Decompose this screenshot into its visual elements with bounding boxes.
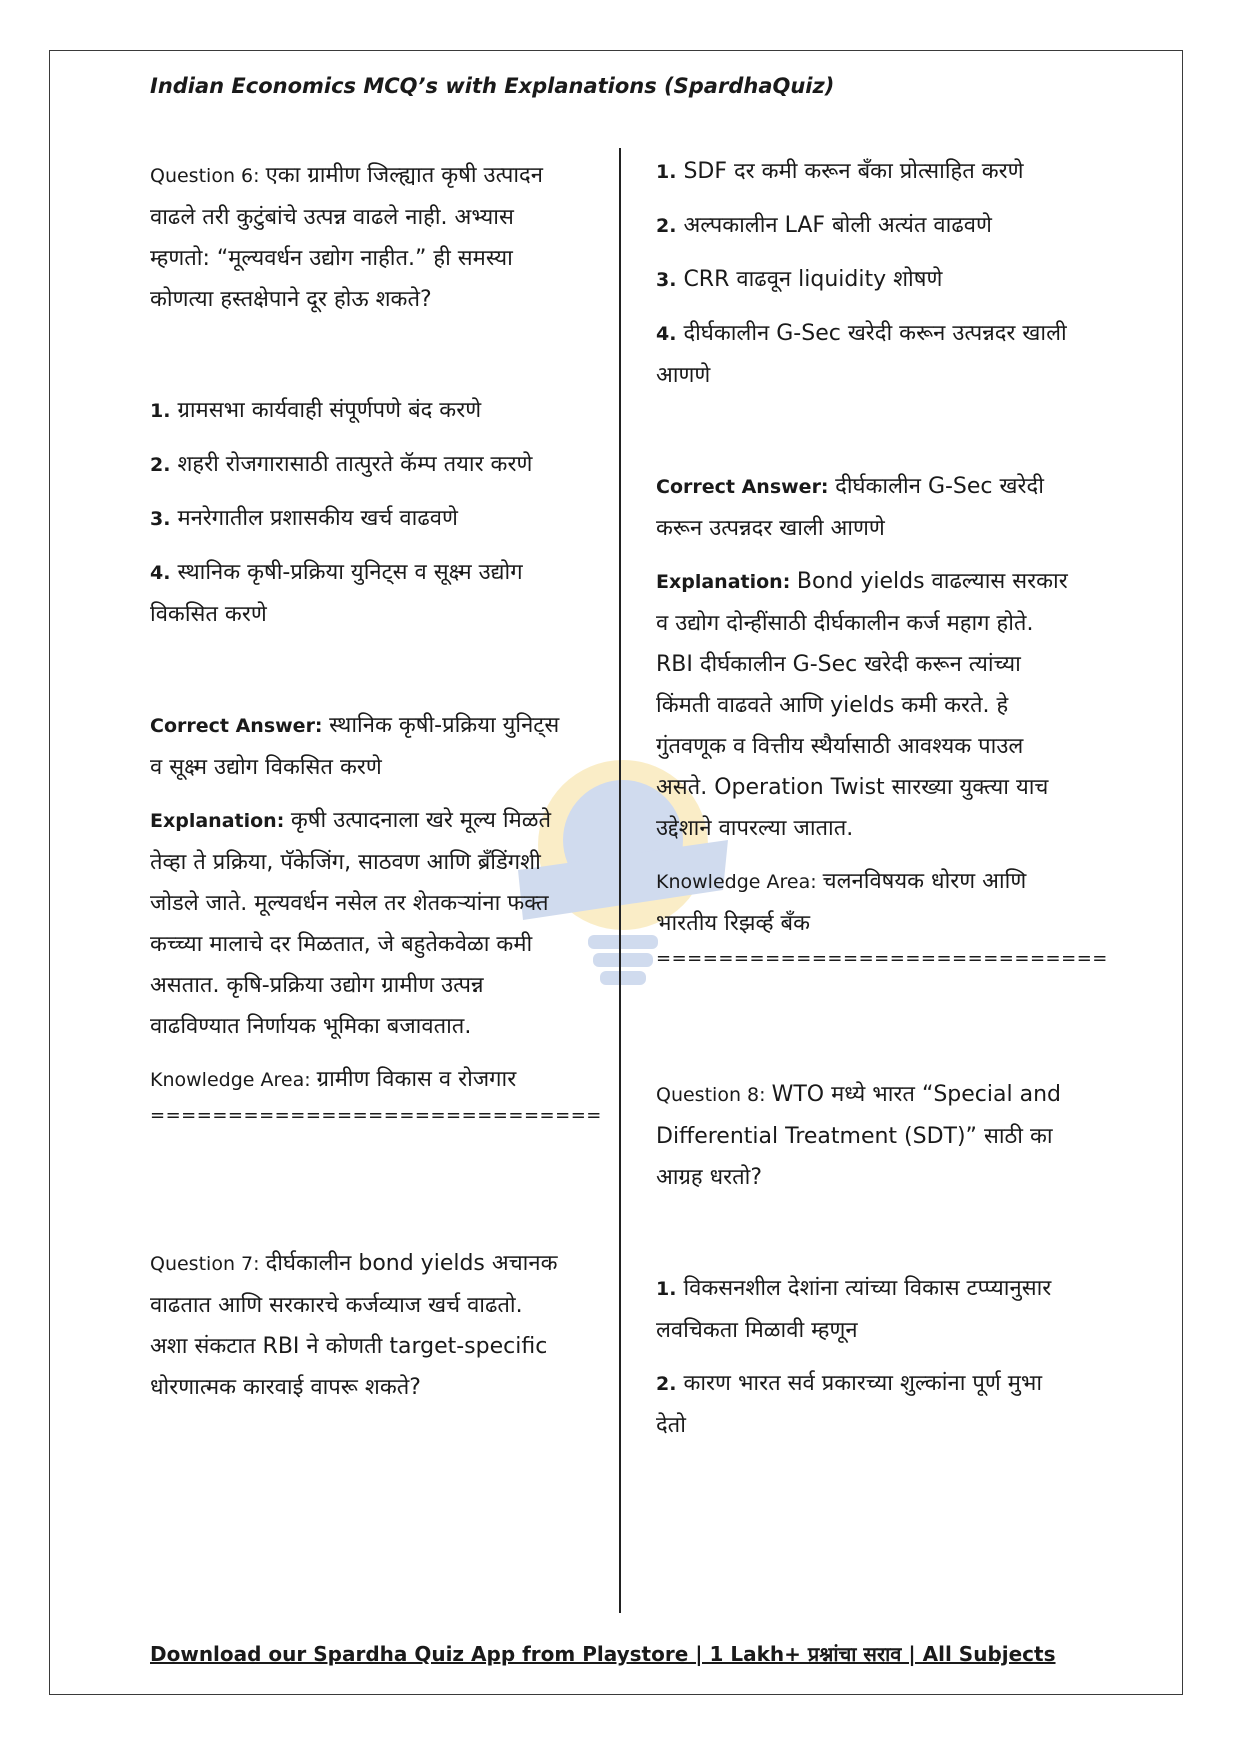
q6-option-3: 3. मनरेगातील प्रशासकीय खर्च वाढवणे — [150, 506, 458, 531]
q6-option-1: 1. ग्रामसभा कार्यवाही संपूर्णपणे बंद करणे — [150, 398, 482, 423]
q6-explanation: Explanation: कृषी उत्पादनाला खरे मूल्य मिळते तेव्हा ते प्रक्रिया, पॅकेजिंग, साठवण आणि ब्रँडिंगशी जोडले जाते. मूल्यवर्धन नसेल तर शेतकऱ्यांना फक्त कच्च्या मालाचे दर मिळतात, जे बहुतेकवेळा कमी असतात. कृषि-प्रक्रिया उद्योग ग्रामीण उत्पन्न वाढविण्यात निर्णायक भूमिका बजावतात. — [150, 808, 552, 1039]
q8-option-2: 2. कारण भारत सर्व प्रकारच्या शुल्कांना पूर्ण मुभा देतो — [656, 1371, 1043, 1438]
q6-option-2: 2. शहरी रोजगारासाठी तात्पुरते कॅम्प तयार करणे — [150, 452, 533, 477]
right-column — [656, 151, 1108, 1446]
q7-option-3: 3. CRR वाढवून liquidity शोषणे — [656, 267, 943, 292]
q6-knowledge-area: Knowledge Area: ग्रामीण विकास व रोजगार — [150, 1067, 517, 1092]
footer-download-banner[interactable]: Download our Spardha Quiz App from Playstore | 1 Lakh+ प्रश्नांचा सराव | All Subjects — [150, 1642, 1056, 1666]
q7-knowledge-area: Knowledge Area: चलनविषयक धोरण आणि भारतीय रिझर्व्ह बँक — [656, 869, 1027, 936]
left-column — [150, 155, 602, 1408]
q6-correct-answer: Correct Answer: स्थानिक कृषी-प्रक्रिया युनिट्स व सूक्ष्म उद्योग विकसित करणे — [150, 713, 560, 780]
q7-explanation: Explanation: Bond yields वाढल्यास सरकार व उद्योग दोन्हींसाठी दीर्घकालीन कर्ज महाग होते. RBI दीर्घकालीन G-Sec खरेदी करून त्यांच्या किंमती वाढवते आणि yields कमी करते. हे गुंतवणूक व वित्तीय स्थैर्यासाठी आवश्यक पाउल असते. Operation Twist सारख्या युक्त्या याच उद्देशाने वापरल्या जातात. — [656, 569, 1068, 841]
q7-option-4: 4. दीर्घकालीन G-Sec खरेदी करून उत्पन्नदर खाली आणणे — [656, 321, 1067, 388]
column-divider — [619, 148, 621, 1613]
q7-correct-answer: Correct Answer: दीर्घकालीन G-Sec खरेदी करून उत्पन्नदर खाली आणणे — [656, 474, 1044, 541]
q6-separator: ============================= — [150, 1105, 602, 1126]
question-8: Question 8: WTO मध्ये भारत “Special and Differential Treatment (SDT)” साठी का आग्रह धरतो? — [656, 1082, 1061, 1190]
q8-option-1: 1. विकसनशील देशांना त्यांच्या विकास टप्प्यानुसार लवचिकता मिळावी म्हणून — [656, 1276, 1052, 1343]
page-header: Indian Economics MCQ’s with Explanations (SpardhaQuiz) — [150, 74, 835, 98]
q7-option-2: 2. अल्पकालीन LAF बोली अत्यंत वाढवणे — [656, 213, 992, 238]
q7-separator: ============================= — [656, 948, 1108, 969]
question-7: Question 7: दीर्घकालीन bond yields अचानक वाढतात आणि सरकारचे कर्जव्याज खर्च वाढतो. अशा संकटात RBI ने कोणती target-specific धोरणात्मक कारवाई वापरू शकते? — [150, 1251, 558, 1400]
q6-option-4: 4. स्थानिक कृषी-प्रक्रिया युनिट्स व सूक्ष्म उद्योग विकसित करणे — [150, 560, 523, 627]
q7-option-1: 1. SDF दर कमी करून बँका प्रोत्साहित करणे — [656, 159, 1024, 184]
question-6: Question 6: एका ग्रामीण जिल्ह्यात कृषी उत्पादन वाढले तरी कुटुंबांचे उत्पन्न वाढले नाही. अभ्यास म्हणतो: “मूल्यवर्धन उद्योग नाहीत.” ही समस्या कोणत्या हस्तक्षेपाने दूर होऊ शकते? — [150, 163, 543, 312]
